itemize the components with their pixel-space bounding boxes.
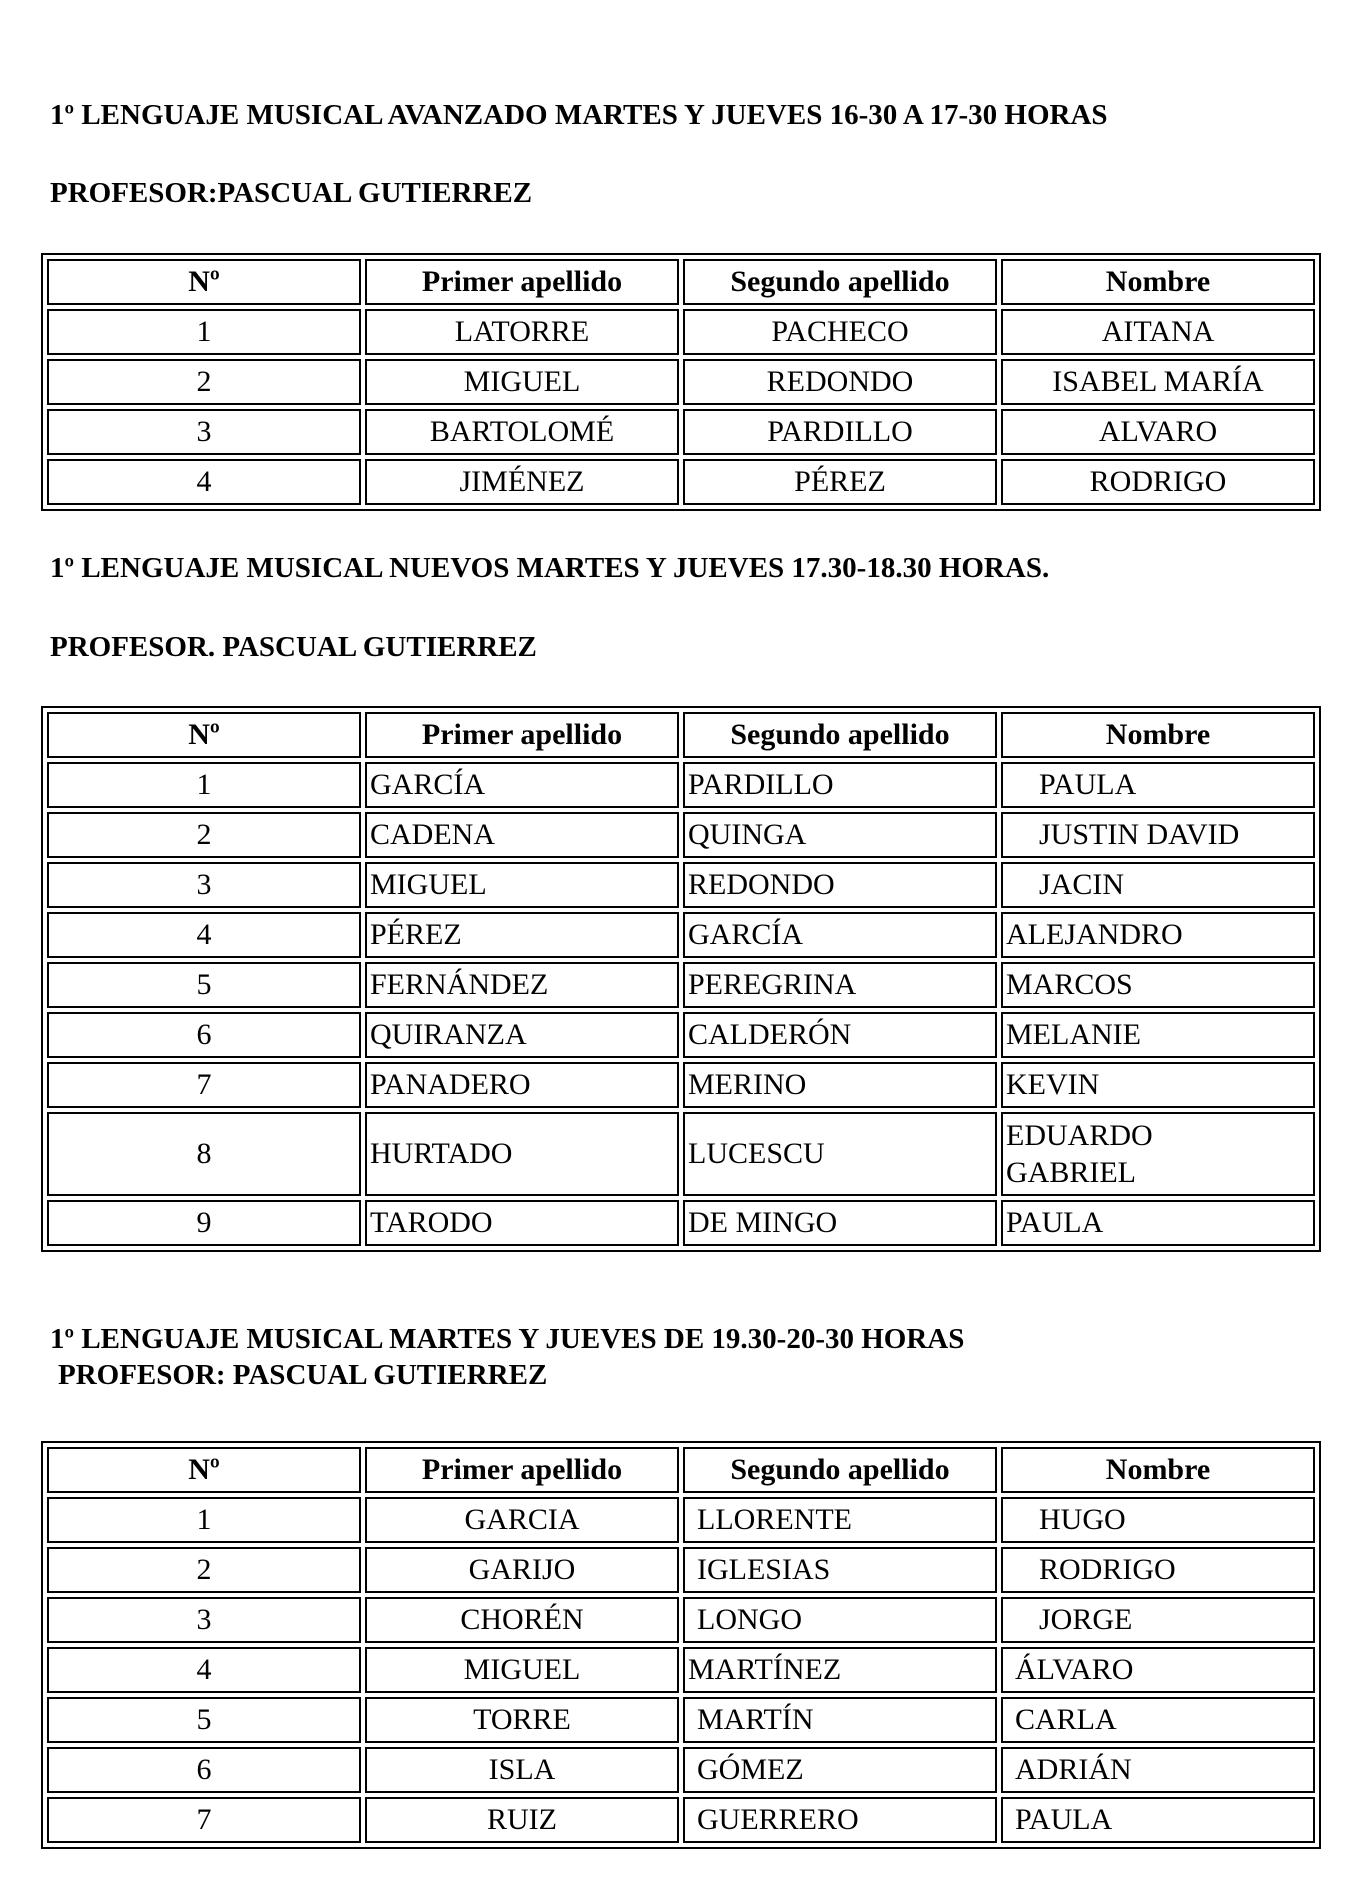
cell-name: PAULA [1001,1200,1315,1246]
table-row [47,862,1315,908]
cell-number: 4 [47,1647,361,1693]
cell-second-surname: GÓMEZ [683,1747,997,1793]
cell-second-surname: LUCESCU [683,1112,997,1196]
group-1-title: 1º LENGUAJE MUSICAL AVANZADO MARTES Y JUEVES 16-30 A 17-30 HORAS [50,99,1108,131]
cell-name: KEVIN [1001,1062,1315,1108]
table-header-row [47,1447,1315,1493]
column-header-number: Nº [47,259,361,305]
table-row [47,1647,1315,1693]
cell-number: 3 [47,1597,361,1643]
cell-number: 4 [47,912,361,958]
column-header-name: Nombre [1001,1447,1315,1493]
cell-first-surname: TARODO [365,1200,679,1246]
table-header-row [47,259,1315,305]
cell-first-surname: QUIRANZA [365,1012,679,1058]
table-row [47,1497,1315,1543]
table-row [47,762,1315,808]
cell-number: 2 [47,812,361,858]
column-header-second-surname: Segundo apellido [683,259,997,305]
cell-second-surname: PACHECO [683,309,997,355]
cell-name: ALVARO [1001,409,1315,455]
cell-first-surname: MIGUEL [365,862,679,908]
cell-first-surname: GARIJO [365,1547,679,1593]
cell-number: 7 [47,1062,361,1108]
cell-number: 2 [47,359,361,405]
cell-second-surname: LLORENTE [683,1497,997,1543]
group-3-table [41,1441,1321,1849]
cell-first-surname: GARCÍA [365,762,679,808]
cell-number: 3 [47,409,361,455]
cell-name: PAULA [1001,762,1315,808]
cell-first-surname: CHORÉN [365,1597,679,1643]
cell-name: ADRIÁN [1001,1747,1315,1793]
cell-first-surname: HURTADO [365,1112,679,1196]
group-3-teacher: PROFESOR: PASCUAL GUTIERREZ [58,1359,548,1391]
cell-second-surname: PÉREZ [683,459,997,505]
column-header-name: Nombre [1001,712,1315,758]
cell-name: JUSTIN DAVID [1001,812,1315,858]
cell-name: EDUARDO GABRIEL [1001,1112,1315,1196]
cell-first-surname: FERNÁNDEZ [365,962,679,1008]
column-header-first-surname: Primer apellido [365,259,679,305]
cell-name: ALEJANDRO [1001,912,1315,958]
cell-name: ISABEL MARÍA [1001,359,1315,405]
table-row [47,1697,1315,1743]
column-header-name: Nombre [1001,259,1315,305]
table-row [47,1597,1315,1643]
cell-number: 1 [47,1497,361,1543]
cell-first-surname: MIGUEL [365,1647,679,1693]
cell-number: 5 [47,1697,361,1743]
group-1-table [41,253,1321,511]
cell-name: MARCOS [1001,962,1315,1008]
cell-name: HUGO [1001,1497,1315,1543]
cell-first-surname: RUIZ [365,1797,679,1843]
column-header-number: Nº [47,1447,361,1493]
cell-name: CARLA [1001,1697,1315,1743]
cell-second-surname: REDONDO [683,359,997,405]
cell-first-surname: TORRE [365,1697,679,1743]
group-1-teacher: PROFESOR:PASCUAL GUTIERREZ [50,177,533,209]
cell-second-surname: REDONDO [683,862,997,908]
cell-first-surname: MIGUEL [365,359,679,405]
cell-first-surname: PANADERO [365,1062,679,1108]
group-2-title: 1º LENGUAJE MUSICAL NUEVOS MARTES Y JUEVES 17.30-18.30 HORAS. [50,552,1050,584]
cell-second-surname: MARTÍN [683,1697,997,1743]
cell-second-surname: QUINGA [683,812,997,858]
table-row [47,1112,1315,1196]
table-row [47,359,1315,405]
cell-number: 7 [47,1797,361,1843]
table-row [47,962,1315,1008]
column-header-second-surname: Segundo apellido [683,1447,997,1493]
table-row [47,309,1315,355]
table-row [47,1797,1315,1843]
cell-number: 2 [47,1547,361,1593]
cell-name: JACIN [1001,862,1315,908]
cell-second-surname: IGLESIAS [683,1547,997,1593]
cell-second-surname: DE MINGO [683,1200,997,1246]
cell-second-surname: CALDERÓN [683,1012,997,1058]
group-2-table [41,706,1321,1252]
cell-second-surname: PARDILLO [683,409,997,455]
cell-number: 6 [47,1012,361,1058]
table-row [47,1747,1315,1793]
cell-number: 5 [47,962,361,1008]
cell-number: 9 [47,1200,361,1246]
cell-first-surname: JIMÉNEZ [365,459,679,505]
table-row [47,409,1315,455]
cell-number: 8 [47,1112,361,1196]
cell-name: JORGE [1001,1597,1315,1643]
cell-first-surname: ISLA [365,1747,679,1793]
cell-second-surname: PEREGRINA [683,962,997,1008]
cell-name: MELANIE [1001,1012,1315,1058]
table-row [47,1012,1315,1058]
table-row [47,1200,1315,1246]
cell-second-surname: LONGO [683,1597,997,1643]
cell-name: RODRIGO [1001,1547,1315,1593]
cell-name: RODRIGO [1001,459,1315,505]
group-2-teacher: PROFESOR. PASCUAL GUTIERREZ [50,631,537,663]
column-header-first-surname: Primer apellido [365,1447,679,1493]
column-header-second-surname: Segundo apellido [683,712,997,758]
table-row [47,1547,1315,1593]
cell-name: AITANA [1001,309,1315,355]
cell-name: PAULA [1001,1797,1315,1843]
column-header-first-surname: Primer apellido [365,712,679,758]
table-header-row [47,712,1315,758]
cell-first-surname: LATORRE [365,309,679,355]
column-header-number: Nº [47,712,361,758]
cell-first-surname: GARCIA [365,1497,679,1543]
cell-second-surname: PARDILLO [683,762,997,808]
table-row [47,1062,1315,1108]
cell-first-surname: PÉREZ [365,912,679,958]
cell-number: 1 [47,309,361,355]
cell-name: ÁLVARO [1001,1647,1315,1693]
cell-number: 4 [47,459,361,505]
cell-number: 1 [47,762,361,808]
cell-number: 6 [47,1747,361,1793]
cell-second-surname: MARTÍNEZ [683,1647,997,1693]
cell-first-surname: BARTOLOMÉ [365,409,679,455]
table-row [47,459,1315,505]
cell-number: 3 [47,862,361,908]
cell-second-surname: GUERRERO [683,1797,997,1843]
cell-second-surname: MERINO [683,1062,997,1108]
cell-first-surname: CADENA [365,812,679,858]
cell-second-surname: GARCÍA [683,912,997,958]
table-row [47,812,1315,858]
table-row [47,912,1315,958]
group-3-title: 1º LENGUAJE MUSICAL MARTES Y JUEVES DE 19.30-20-30 HORAS [50,1323,965,1355]
